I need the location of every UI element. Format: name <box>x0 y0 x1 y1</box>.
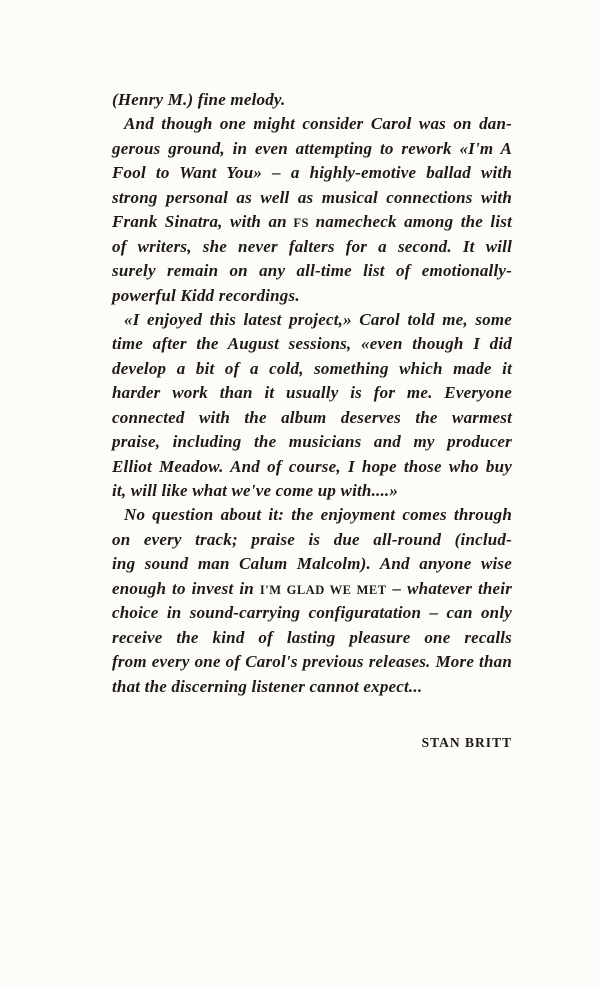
text-line: choice in sound-carrying configuratation – can only <box>112 603 512 623</box>
text-line: powerful Kidd recordings. <box>112 285 300 305</box>
text-line: surely remain on any all-time list of emotionally- <box>112 261 512 281</box>
text-line: of writers, she never falters for a second. It will <box>112 236 512 256</box>
text-line: No question about it: the enjoyment comes through <box>124 505 512 525</box>
article-body <box>112 88 512 699</box>
text-line: it, will like what we've come up with....» <box>112 481 399 500</box>
text-line: And though one might consider Carol was on dan- <box>124 114 512 134</box>
text-line: enough to invest in I'M GLAD WE MET – whatever their <box>112 578 513 598</box>
text-line: connected with the album deserves the warmest <box>112 407 512 427</box>
text-line: strong personal as well as musical connections with <box>112 187 512 207</box>
small-caps-text: FS <box>286 216 316 231</box>
text-line: develop a bit of a cold, something which made it <box>112 358 512 378</box>
text-line: Elliot Meadow. And of course, I hope those who buy <box>112 456 512 476</box>
text-line: «I enjoyed this latest project,» Carol told me, some <box>124 309 512 329</box>
paragraph <box>112 112 512 308</box>
text-line: from every one of Carol's previous releases. More than <box>112 652 512 672</box>
text-line: receive the kind of lasting pleasure one recalls <box>112 627 512 647</box>
small-caps-text: I'M GLAD WE MET <box>259 582 387 597</box>
paragraph <box>112 88 512 112</box>
text-line: (Henry M.) fine melody. <box>112 90 286 109</box>
paragraph <box>112 503 512 699</box>
paragraph <box>112 308 512 504</box>
text-line: time after the August sessions, «even though I did <box>112 334 512 354</box>
text-line: Fool to Want You» – a highly-emotive ballad with <box>112 163 512 183</box>
text-line: gerous ground, in even attempting to rework «I'm A <box>112 138 512 158</box>
text-line: that the discerning listener cannot expect... <box>112 676 423 696</box>
author-signature: STAN BRITT <box>421 735 512 750</box>
text-line: on every track; praise is due all-round (includ- <box>112 529 512 549</box>
text-line: ing sound man Calum Malcolm). And anyone wise <box>112 554 512 574</box>
text-line: harder work than it usually is for me. Everyone <box>112 383 512 403</box>
text-line: praise, including the musicians and my producer <box>112 432 512 452</box>
text-line: Frank Sinatra, with an FS namecheck among the list <box>112 212 512 232</box>
